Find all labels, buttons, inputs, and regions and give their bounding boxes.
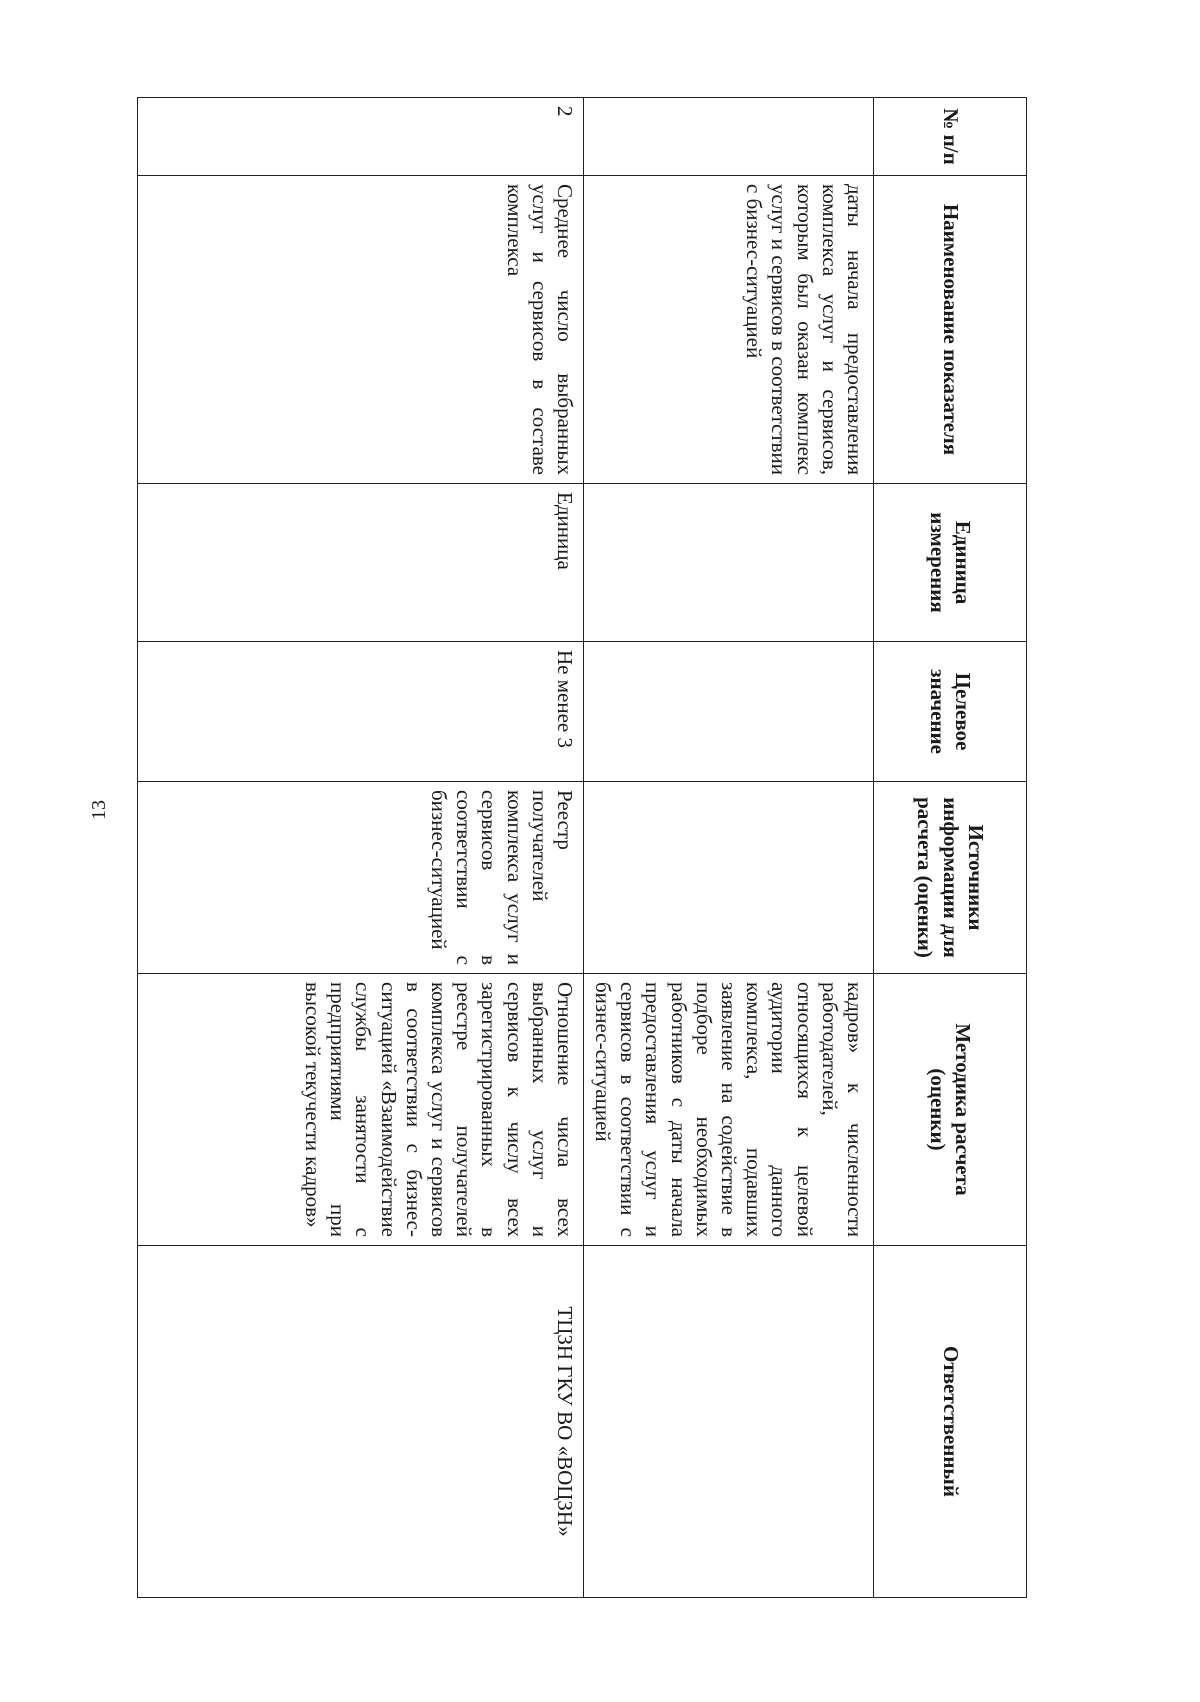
cell-responsible [583,1246,873,1598]
cell-num: 2 [138,98,584,176]
cell-unit [583,484,873,642]
cell-responsible: ТЦЗН ГКУ ВО «ВОЦЗН» [138,1246,584,1598]
cell-indicator-name: даты начала предоставления комплекса услуг и сервисов, которым был оказан комплекс услуг и сервисов в соответствии с бизнес-ситуацией [583,176,873,484]
cell-target-value [583,642,873,782]
header-calculation-method: Методика расчета (оценки) [874,974,1027,1246]
header-indicator-name: Наименование показателя [874,176,1027,484]
cell-info-sources: Реестр получателей комплекса услуг и сервисов в соответствии с бизнес-ситуацией [138,782,584,974]
header-target-value: Целевое значение [874,642,1027,782]
cell-target-value: Не менее 3 [138,642,584,782]
page-number: 13 [88,800,110,820]
indicator-table [137,97,1027,1598]
header-num: № п/п [874,98,1027,176]
header-responsible: Ответственный [874,1246,1027,1598]
cell-num [583,98,873,176]
indicator-table-wrapper [137,97,1027,1597]
cell-indicator-name: Среднее число выбранных услуг и сервисов в составе комплекса [138,176,584,484]
table-row [583,98,873,1598]
header-unit: Единица измерения [874,484,1027,642]
cell-info-sources [583,782,873,974]
header-info-sources: Источники информации для расчета (оценки) [874,782,1027,974]
table-row [138,98,584,1598]
cell-calculation-method: Отношение числа всех выбранных услуг и сервисов к числу всех зарегистрированных в реестре получателей комплекса услуг и сервисов в соответствии с бизнес-ситуацией «Взаимодействие службы занятости с предприятиями при высокой текучести кадров» [138,974,584,1246]
cell-unit: Единица [138,484,584,642]
cell-calculation-method: кадров» к численности работодателей, относящихся к целевой аудитории данного комплекса, подавших заявление на содействие в подборе необходимых работников с даты начала предоставления услуг и сервисов в соответствии с бизнес-ситуацией [583,974,873,1246]
table-header-row [874,98,1027,1598]
